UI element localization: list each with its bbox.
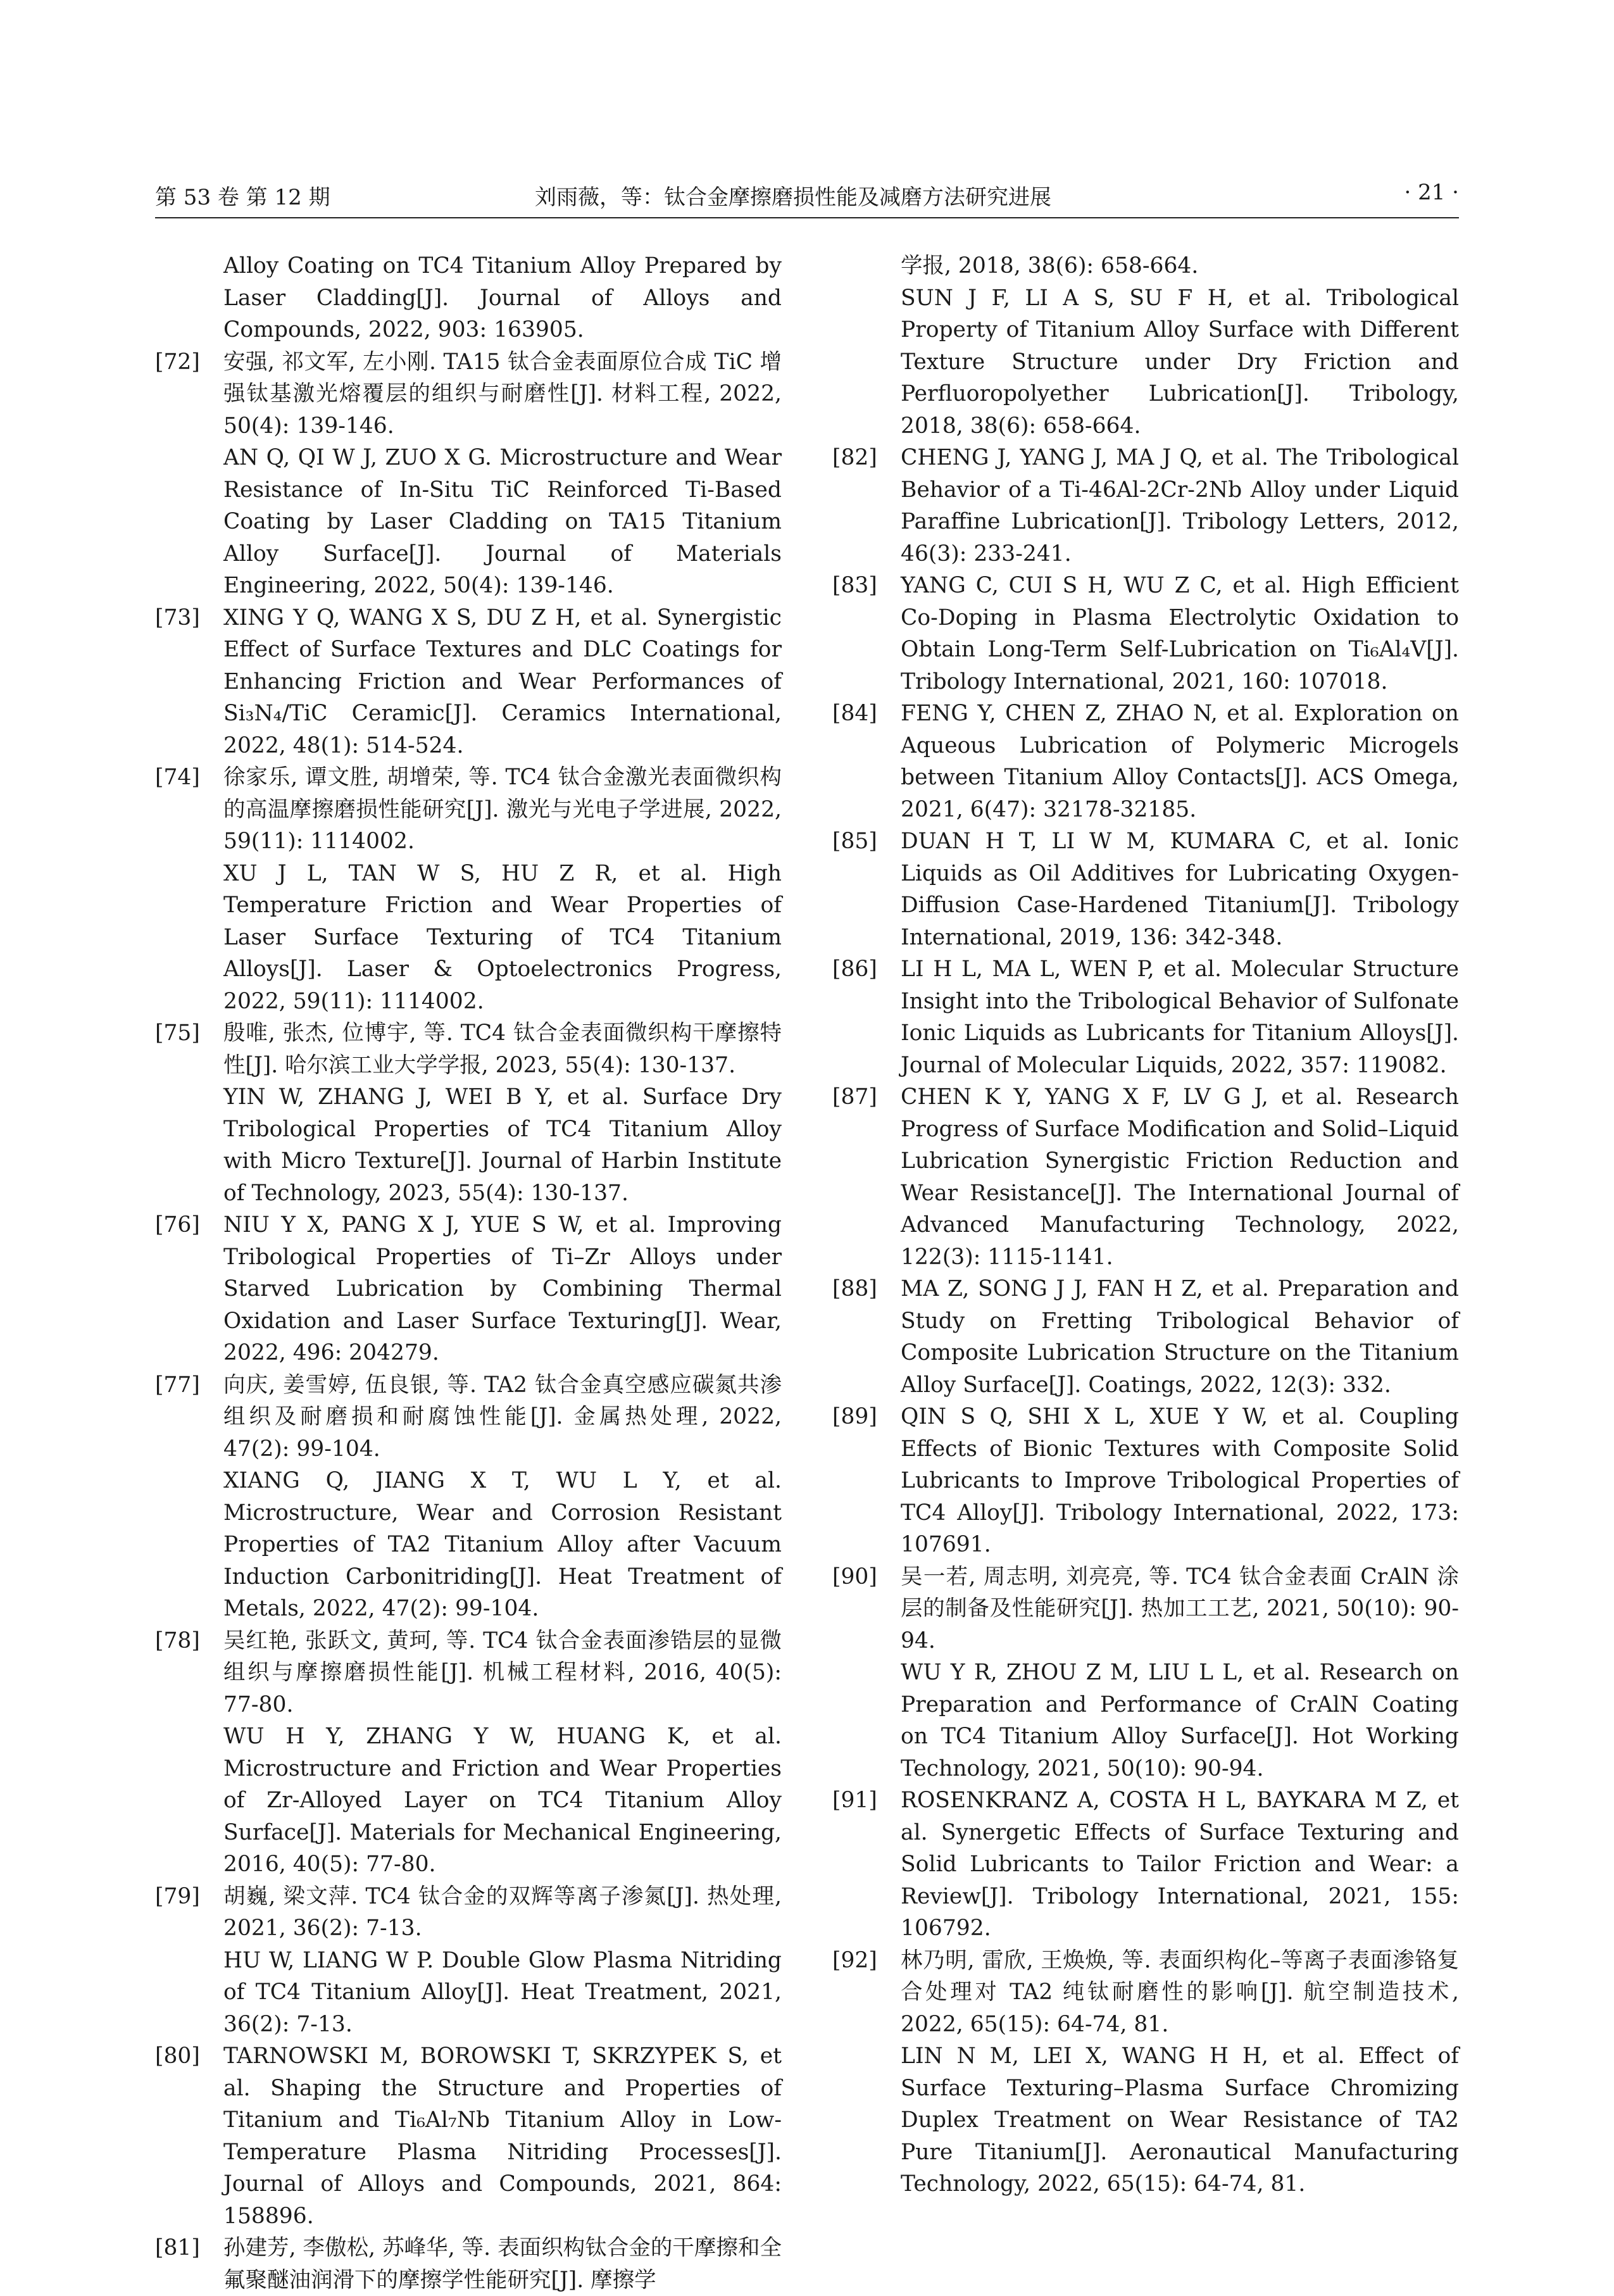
reference-entry xyxy=(155,2232,782,2296)
reference-text: YANG C, CUI S H, WU Z C, et al. High Efficient Co-Doping in Plasma Electrolytic Oxidation to Obtain Long-Term Self-Lubrication on Ti₆Al₄V[J]. Tribology International, 2021, 160: 107018. xyxy=(901,573,1459,694)
reference-entry xyxy=(155,1017,782,1209)
reference-text: 殷唯, 张杰, 位博宇, 等. TC4 钛合金表面微织构干摩擦特性[J]. 哈尔滨工业大学学报, 2023, 55(4): 130-137. xyxy=(223,1020,782,1078)
reference-text: SUN J F, LI A S, SU F H, et al. Tribological Property of Titanium Alloy Surface with Different Texture Structure under Dry Friction and Perfluoropolyether Lubrication[J]. Tribology, 2018, 38(6): 658-664. xyxy=(901,285,1459,439)
reference-text: 徐家乐, 谭文胜, 胡增荣, 等. TC4 钛合金激光表面微织构的高温摩擦磨损性能研究[J]. 激光与光电子学进展, 2022, 59(11): 1114002. xyxy=(223,765,782,854)
reference-number: [76] xyxy=(155,1212,200,1238)
reference-text: YIN W, ZHANG J, WEI B Y, et al. Surface Dry Tribological Properties of TC4 Titanium Alloy with Micro Texture[J]. Journal of Harbin Institute of Technology, 2023, 55(4): 130-137. xyxy=(223,1084,782,1206)
reference-text: NIU Y X, PANG X J, YUE S W, et al. Improving Tribological Properties of Ti–Zr Alloys under Starved Lubrication by Combining Thermal Oxidation and Laser Surface Texturing[J]. Wear, 2022, 496: 204279. xyxy=(223,1212,782,1365)
reference-text: CHENG J, YANG J, MA J Q, et al. The Tribological Behavior of a Ti-46Al-2Cr-2Nb Alloy under Liquid Paraffine Lubrication[J]. Tribology Letters, 2012, 46(3): 233-241. xyxy=(901,445,1459,567)
reference-text: AN Q, QI W J, ZUO X G. Microstructure and Wear Resistance of In-Situ TiC Reinforced Ti-Based Coating by Laser Cladding on TA15 Titanium Alloy Surface[J]. Journal of Materials Engineering, 2022, 50(4): 139-146. xyxy=(223,445,782,598)
reference-number: [90] xyxy=(832,1564,877,1590)
reference-text: LI H L, MA L, WEN P, et al. Molecular Structure Insight into the Tribological Behavior of Sulfonate Ionic Liquids as Lubricants for Titanium Alloys[J]. Journal of Molecular Liquids, 2022, 357: 119082. xyxy=(901,957,1459,1078)
page-number: · 21 · xyxy=(1404,180,1459,205)
reference-entry xyxy=(832,1273,1459,1401)
reference-text: 学报, 2018, 38(6): 658-664. xyxy=(901,253,1199,279)
reference-number: [89] xyxy=(832,1404,877,1429)
reference-column-left xyxy=(155,250,782,2296)
reference-entry xyxy=(155,250,782,346)
reference-entry xyxy=(155,1209,782,1369)
reference-entry xyxy=(832,1945,1459,2200)
reference-entry xyxy=(155,1625,782,1881)
reference-number: [80] xyxy=(155,2043,200,2069)
reference-number: [77] xyxy=(155,1372,200,1398)
reference-number: [88] xyxy=(832,1276,877,1302)
reference-text: 胡巍, 梁文萍. TC4 钛合金的双辉等离子渗氮[J]. 热处理, 2021, 36(2): 7-13. xyxy=(223,1883,782,1941)
reference-text: ROSENKRANZ A, COSTA H L, BAYKARA M Z, et al. Synergetic Effects of Surface Texturing and Solid Lubricants to Tailor Friction and Wear: a Review[J]. Tribology International, 2021, 155: 106792. xyxy=(901,1788,1459,1941)
reference-number: [74] xyxy=(155,765,200,790)
reference-entry xyxy=(832,953,1459,1081)
reference-entry xyxy=(155,346,782,602)
reference-entry xyxy=(832,250,1459,442)
reference-entry xyxy=(155,1369,782,1625)
reference-entry xyxy=(832,1785,1459,1945)
reference-text: XIANG Q, JIANG X T, WU L Y, et al. Microstructure, Wear and Corrosion Resistant Properties of TA2 Titanium Alloy after Vacuum Induction Carbonitriding[J]. Heat Treatment of Metals, 2022, 47(2): 99-104. xyxy=(223,1468,782,1621)
reference-number: [86] xyxy=(832,957,877,982)
reference-number: [83] xyxy=(832,573,877,598)
reference-entry xyxy=(832,825,1459,953)
journal-volume-issue: 第 53 卷 第 12 期 xyxy=(155,185,330,210)
reference-entry xyxy=(832,1401,1459,1561)
reference-text: TARNOWSKI M, BOROWSKI T, SKRZYPEK S, et al. Shaping the Structure and Properties of Titanium and Ti₆Al₇Nb Titanium Alloy in Low-Temperature Plasma Nitriding Processes[J]. Journal of Alloys and Compounds, 2021, 864: 158896. xyxy=(223,2043,782,2229)
running-title: 刘雨薇，等：钛合金摩擦磨损性能及减磨方法研究进展 xyxy=(535,185,1051,210)
reference-number: [84] xyxy=(832,701,877,726)
reference-number: [78] xyxy=(155,1628,200,1653)
reference-text: MA Z, SONG J J, FAN H Z, et al. Preparation and Study on Fretting Tribological Behavior of Composite Lubrication Structure on the Titanium Alloy Surface[J]. Coatings, 2022, 12(3): 332. xyxy=(901,1276,1459,1398)
reference-entry xyxy=(832,442,1459,570)
reference-number: [82] xyxy=(832,445,877,470)
reference-text: WU H Y, ZHANG Y W, HUANG K, et al. Microstructure and Friction and Wear Properties of Zr-Alloyed Layer on TC4 Titanium Alloy Surface[J]. Materials for Mechanical Engineering, 2016, 40(5): 77-80. xyxy=(223,1724,782,1877)
reference-text: 吴红艳, 张跃文, 黄珂, 等. TC4 钛合金表面渗锆层的显微组织与摩擦磨损性能[J]. 机械工程材料, 2016, 40(5): 77-80. xyxy=(223,1628,782,1717)
reference-text: QIN S Q, SHI X L, XUE Y W, et al. Coupling Effects of Bionic Textures with Composite Solid Lubricants to Improve Tribological Properties of TC4 Alloy[J]. Tribology International, 2022, 173: 107691. xyxy=(901,1404,1459,1557)
reference-entry xyxy=(155,602,782,762)
reference-entry xyxy=(155,762,782,1017)
reference-column-right xyxy=(832,250,1459,2200)
reference-number: [72] xyxy=(155,349,200,375)
reference-number: [85] xyxy=(832,829,877,854)
reference-text: HU W, LIANG W P. Double Glow Plasma Nitriding of TC4 Titanium Alloy[J]. Heat Treatment, 2021, 36(2): 7-13. xyxy=(223,1947,782,2037)
reference-text: 吴一若, 周志明, 刘亮亮, 等. TC4 钛合金表面 CrAlN 涂层的制备及性能研究[J]. 热加工工艺, 2021, 50(10): 90-94. xyxy=(901,1564,1459,1653)
reference-text: 安强, 祁文军, 左小刚. TA15 钛合金表面原位合成 TiC 增强钛基激光熔覆层的组织与耐磨性[J]. 材料工程, 2022, 50(4): 139-146. xyxy=(223,349,782,439)
reference-text: WU Y R, ZHOU Z M, LIU L L, et al. Research on Preparation and Performance of CrAlN Coating on TC4 Titanium Alloy Surface[J]. Hot Working Technology, 2021, 50(10): 90-94. xyxy=(901,1660,1459,1781)
reference-number: [92] xyxy=(832,1947,877,1973)
reference-number: [75] xyxy=(155,1020,200,1046)
reference-text: DUAN H T, LI W M, KUMARA C, et al. Ionic Liquids as Oil Additives for Lubricating Oxygen-Diffusion Case-Hardened Titanium[J]. Tribology International, 2019, 136: 342-348. xyxy=(901,829,1459,950)
reference-text: LIN N M, LEI X, WANG H H, et al. Effect of Surface Texturing–Plasma Surface Chromizing Duplex Treatment on Wear Resistance of TA2 Pure Titanium[J]. Aeronautical Manufacturing Technology, 2022, 65(15): 64-74, 81. xyxy=(901,2043,1459,2197)
reference-text: XING Y Q, WANG X S, DU Z H, et al. Synergistic Effect of Surface Textures and DLC Coatings for Enhancing Friction and Wear Performances of Si₃N₄/TiC Ceramic[J]. Ceramics International, 2022, 48(1): 514-524. xyxy=(223,605,782,758)
reference-text: 林乃明, 雷欣, 王焕焕, 等. 表面织构化–等离子表面渗铬复合处理对 TA2 纯钛耐磨性的影响[J]. 航空制造技术, 2022, 65(15): 64-74, 81. xyxy=(901,1947,1459,2037)
reference-number: [91] xyxy=(832,1788,877,1813)
reference-entry xyxy=(155,2040,782,2232)
reference-entry xyxy=(832,698,1459,825)
reference-text: 向庆, 姜雪婷, 伍良银, 等. TA2 钛合金真空感应碳氮共渗组织及耐磨损和耐腐蚀性能[J]. 金属热处理, 2022, 47(2): 99-104. xyxy=(223,1372,782,1462)
reference-text: FENG Y, CHEN Z, ZHAO N, et al. Exploration on Aqueous Lubrication of Polymeric Microgels between Titanium Alloy Contacts[J]. ACS Omega, 2021, 6(47): 32178-32185. xyxy=(901,701,1459,822)
header-rule xyxy=(155,217,1459,218)
reference-number: [81] xyxy=(155,2235,200,2261)
reference-text: Alloy Coating on TC4 Titanium Alloy Prepared by Laser Cladding[J]. Journal of Alloys and Compounds, 2022, 903: 163905. xyxy=(223,253,782,342)
reference-number: [79] xyxy=(155,1883,200,1909)
reference-entry xyxy=(832,1081,1459,1273)
reference-text: 孙建芳, 李傲松, 苏峰华, 等. 表面织构钛合金的干摩擦和全氟聚醚油润滑下的摩擦学性能研究[J]. 摩擦学 xyxy=(223,2235,782,2293)
reference-number: [73] xyxy=(155,605,200,630)
reference-text: XU J L, TAN W S, HU Z R, et al. High Temperature Friction and Wear Properties of Laser Surface Texturing of TC4 Titanium Alloys[J]. Laser & Optoelectronics Progress, 2022, 59(11): 1114002. xyxy=(223,860,782,1014)
reference-number: [87] xyxy=(832,1084,877,1110)
reference-entry xyxy=(832,1561,1459,1785)
reference-entry xyxy=(155,1881,782,2041)
reference-text: CHEN K Y, YANG X F, LV G J, et al. Research Progress of Surface Modification and Solid–Liquid Lubrication Synergistic Friction Reduction and Wear Resistance[J]. The International Journal of Advanced Manufacturing Technology, 2022, 122(3): 1115-1141. xyxy=(901,1084,1459,1270)
running-header xyxy=(155,177,1459,215)
reference-entry xyxy=(832,570,1459,698)
